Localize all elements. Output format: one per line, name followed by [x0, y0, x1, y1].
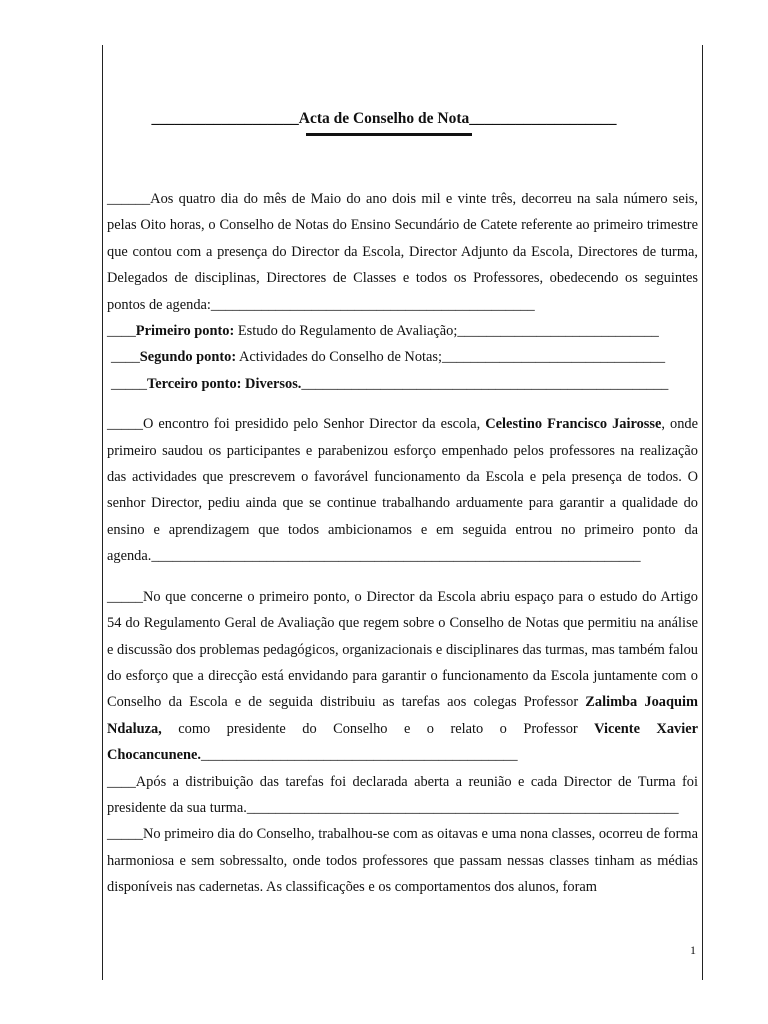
paragraph-2-start: _____O encontro foi presidido pelo Senhor Director da escola,	[107, 416, 486, 433]
agenda-point-1-text: Estudo do Regulamento de Avaliação;____________________________	[234, 323, 659, 340]
agenda-point-1-label: Primeiro ponto:	[135, 323, 235, 340]
document-title: ___________________Acta de Conselho de Nota___________________	[151, 110, 617, 127]
paragraph-2-rest: , onde primeiro saudou os participantes e parabenizou esforço empenhado pelos professores na realização das actividades que prescrevem o favorável funcionamento da Escola e pela presença de todos. O senhor Director, pediu ainda que se continue trabalhando arduamente para garantir a qualidade do ensino e aprendizagem que todos ambicionamos e em seguida entrou no primeiro ponto da agenda.____________________________________________________________________	[107, 416, 698, 565]
paragraph-meeting-start: ____Após a distribuição das tarefas foi declarada aberta a reunião e cada Director de Turma foi presidente da sua turma.____________________________________________________________	[107, 773, 698, 816]
paragraph-3-start: _____No que concerne o primeiro ponto, o Director da Escola abriu espaço para o estudo do Artigo 54 do Regulamento Geral de Avaliação que regem sobre o Conselho de Notas que permitiu na análise e discussão dos problemas pedagógicos, organizacionais e disciplinares das turmas, mas também falou do esforço que a direcção está envidando para garantir o funcionamento da Escola juntamente com o Conselho da Escola e de seguida distribuiu as tarefas aos colegas Professor	[107, 588, 698, 711]
rapporteur-name: Vicente Xavier Chocancunene.	[107, 720, 698, 764]
paragraph-3-middle: como presidente do Conselho e o relato o Professor	[161, 720, 595, 737]
page-number: 1	[690, 943, 696, 957]
agenda-point-1	[107, 318, 698, 344]
agenda-point-3-label: Terceiro ponto: Diversos.	[146, 375, 302, 392]
paragraph-meeting-opening	[107, 411, 698, 569]
page-left-margin-rule	[102, 45, 103, 980]
agenda-point-3-prefix: _____	[111, 375, 147, 392]
agenda-point-2-prefix: ____	[111, 349, 140, 366]
paragraph-first-point	[107, 584, 698, 769]
document-body	[107, 186, 698, 901]
agenda-point-2-text: Actividades do Conselho de Notas;_______________________________	[236, 349, 666, 366]
document-title-block	[0, 110, 768, 128]
agenda-point-3	[107, 371, 698, 397]
agenda-point-2-label: Segundo ponto:	[139, 349, 237, 366]
title-underline	[306, 133, 472, 136]
president-name: Zalimba Joaquim Ndaluza,	[107, 694, 698, 737]
page-right-margin-rule	[702, 45, 703, 980]
director-name: Celestino Francisco Jairosse	[485, 416, 662, 433]
agenda-point-2	[107, 344, 698, 370]
paragraph-opening: ______Aos quatro dia do mês de Maio do ano dois mil e vinte três, decorreu na sala número seis, pelas Oito horas, o Conselho de Notas do Ensino Secundário de Catete referente ao primeiro trimestre que contou com a presença do Director da Escola, Director Adjunto da Escola, Directores de turma, Delegados de disciplinas, Directores de Classes e todos os Professores, obedecendo os seguintes pontos de agenda:_____________________________________________	[107, 191, 698, 313]
paragraph-first-day: _____No primeiro dia do Conselho, trabalhou-se com as oitavas e uma nona classes, ocorreu de forma harmoniosa e sem sobressalto, onde todos professores que passam nessas classes tinham as médias disponíveis nas cadernetas. As classificações e os comportamentos dos alunos, foram	[107, 826, 698, 896]
paragraph-3-end: ____________________________________________	[200, 747, 518, 764]
agenda-point-1-prefix: ____	[107, 323, 136, 340]
agenda-point-3-text: ___________________________________________________	[301, 375, 669, 392]
